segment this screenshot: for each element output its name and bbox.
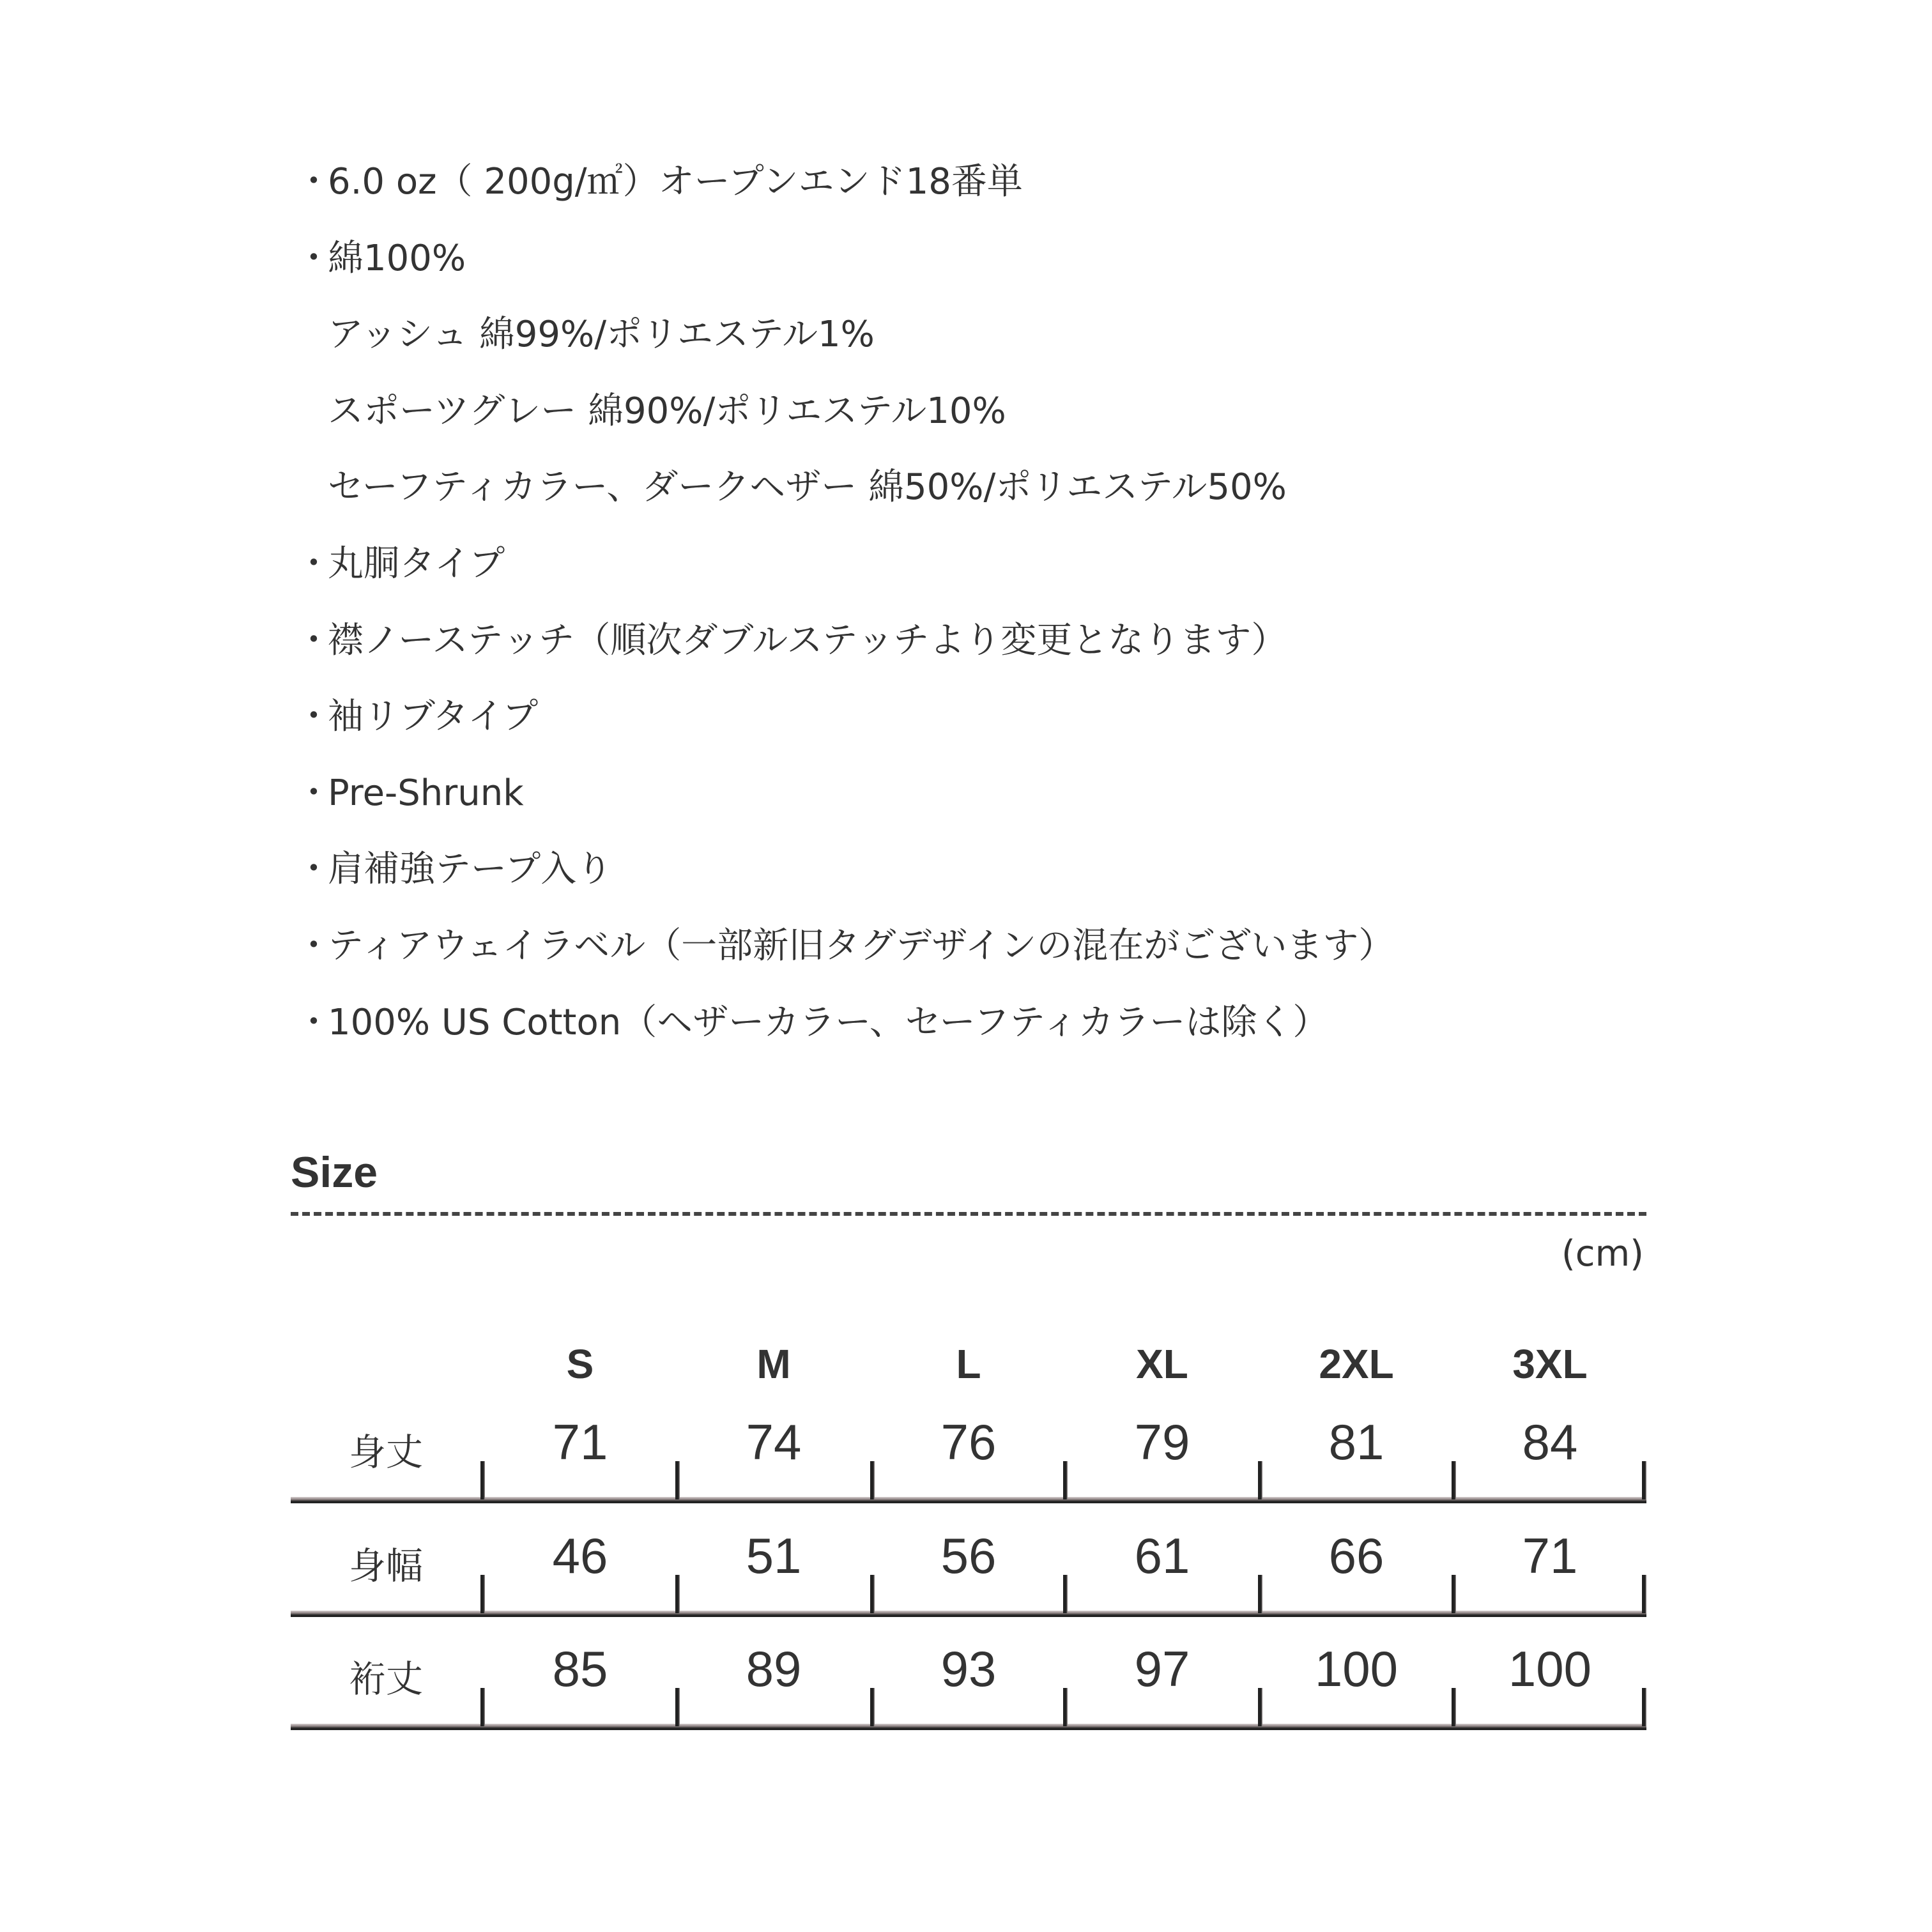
spec-text: セーフティカラー、ダークヘザー 綿50%/ポリエステル50% <box>328 466 1287 509</box>
column-tick <box>870 1688 875 1726</box>
bullet: ・ <box>296 619 332 661</box>
bullet: ・ <box>296 161 332 203</box>
row-label: 裄丈 <box>348 1657 423 1701</box>
size-value: 93 <box>940 1641 997 1697</box>
spec-item <box>296 542 505 586</box>
spec-item <box>328 312 875 357</box>
size-value: 71 <box>1522 1528 1578 1584</box>
column-tick <box>1063 1461 1068 1499</box>
spec-text: 6.0 oz（ 200g/㎡）オープンエンド18番単 <box>328 161 1023 203</box>
column-tick <box>675 1461 680 1499</box>
bullet: ・ <box>296 543 332 585</box>
spec-text: 襟ノーステッチ（順次ダブルステッチより変更となります） <box>328 619 1287 661</box>
size-value: 66 <box>1328 1528 1384 1584</box>
size-value: 79 <box>1134 1414 1190 1470</box>
size-value: 97 <box>1134 1641 1190 1697</box>
spec-item <box>296 694 538 739</box>
bullet: ・ <box>296 696 332 738</box>
column-tick <box>480 1461 485 1499</box>
column-tick <box>870 1575 875 1613</box>
row-rule <box>291 1611 1646 1617</box>
row-rule <box>291 1497 1646 1503</box>
column-tick <box>1258 1575 1262 1613</box>
spec-text: アッシュ 綿99%/ポリエステル1% <box>328 314 875 356</box>
spec-item <box>296 618 1287 663</box>
column-tick <box>1258 1461 1262 1499</box>
size-value: 46 <box>552 1528 608 1584</box>
size-value: 84 <box>1522 1414 1578 1470</box>
spec-item <box>296 771 524 816</box>
size-column-header: 3XL <box>1512 1341 1588 1387</box>
column-tick <box>480 1688 485 1726</box>
size-column-header: M <box>756 1341 791 1387</box>
size-value: 81 <box>1328 1414 1384 1470</box>
column-tick <box>480 1575 485 1613</box>
spec-text: 100% US Cotton（ヘザーカラー、セーフティカラーは除く） <box>328 1001 1329 1043</box>
size-value: 51 <box>746 1528 802 1584</box>
size-heading: Size <box>291 1148 378 1197</box>
size-column-header: S <box>566 1341 594 1387</box>
spec-item <box>296 924 1394 969</box>
spec-text: 袖リブタイプ <box>328 696 539 738</box>
spec-text: 丸胴タイプ <box>328 543 505 585</box>
unit-label: (cm) <box>1561 1233 1644 1275</box>
bullet: ・ <box>296 772 332 814</box>
column-tick <box>675 1688 680 1726</box>
column-tick <box>1642 1575 1646 1613</box>
spec-item <box>296 847 612 892</box>
size-value: 56 <box>940 1528 997 1584</box>
spec-item <box>296 160 1023 204</box>
spec-text: 綿100% <box>328 237 466 279</box>
size-column-header: XL <box>1136 1341 1188 1387</box>
column-tick <box>675 1575 680 1613</box>
bullet: ・ <box>296 925 332 967</box>
column-tick <box>1063 1688 1068 1726</box>
column-tick <box>1452 1461 1456 1499</box>
spec-text: 肩補強テープ入り <box>328 848 613 891</box>
column-tick <box>1642 1461 1646 1499</box>
size-value: 61 <box>1134 1528 1190 1584</box>
size-column-header: 2XL <box>1319 1341 1394 1387</box>
size-value: 100 <box>1314 1641 1399 1697</box>
spec-item <box>328 389 1006 434</box>
spec-item <box>296 236 466 281</box>
row-label: 身丈 <box>348 1430 423 1474</box>
size-value: 85 <box>552 1641 608 1697</box>
spec-item <box>296 1000 1328 1045</box>
size-column-header: L <box>956 1341 981 1387</box>
spec-text: スポーツグレー 綿90%/ポリエステル10% <box>328 390 1006 432</box>
size-value: 89 <box>746 1641 802 1697</box>
spec-text: Pre-Shrunk <box>328 772 524 814</box>
size-value: 76 <box>940 1414 997 1470</box>
row-rule <box>291 1724 1646 1730</box>
column-tick <box>870 1461 875 1499</box>
bullet: ・ <box>296 848 332 891</box>
spec-text: ティアウェイラベル（一部新旧タグデザインの混在がございます） <box>328 925 1395 967</box>
row-label: 身幅 <box>348 1544 423 1588</box>
bullet: ・ <box>296 1001 332 1043</box>
size-value: 71 <box>552 1414 608 1470</box>
dashed-divider <box>291 1212 1646 1216</box>
size-value: 74 <box>746 1414 802 1470</box>
column-tick <box>1063 1575 1068 1613</box>
column-tick <box>1452 1575 1456 1613</box>
size-value: 100 <box>1508 1641 1592 1697</box>
spec-item <box>328 465 1287 510</box>
column-tick <box>1642 1688 1646 1726</box>
column-tick <box>1452 1688 1456 1726</box>
bullet: ・ <box>296 237 332 279</box>
column-tick <box>1258 1688 1262 1726</box>
